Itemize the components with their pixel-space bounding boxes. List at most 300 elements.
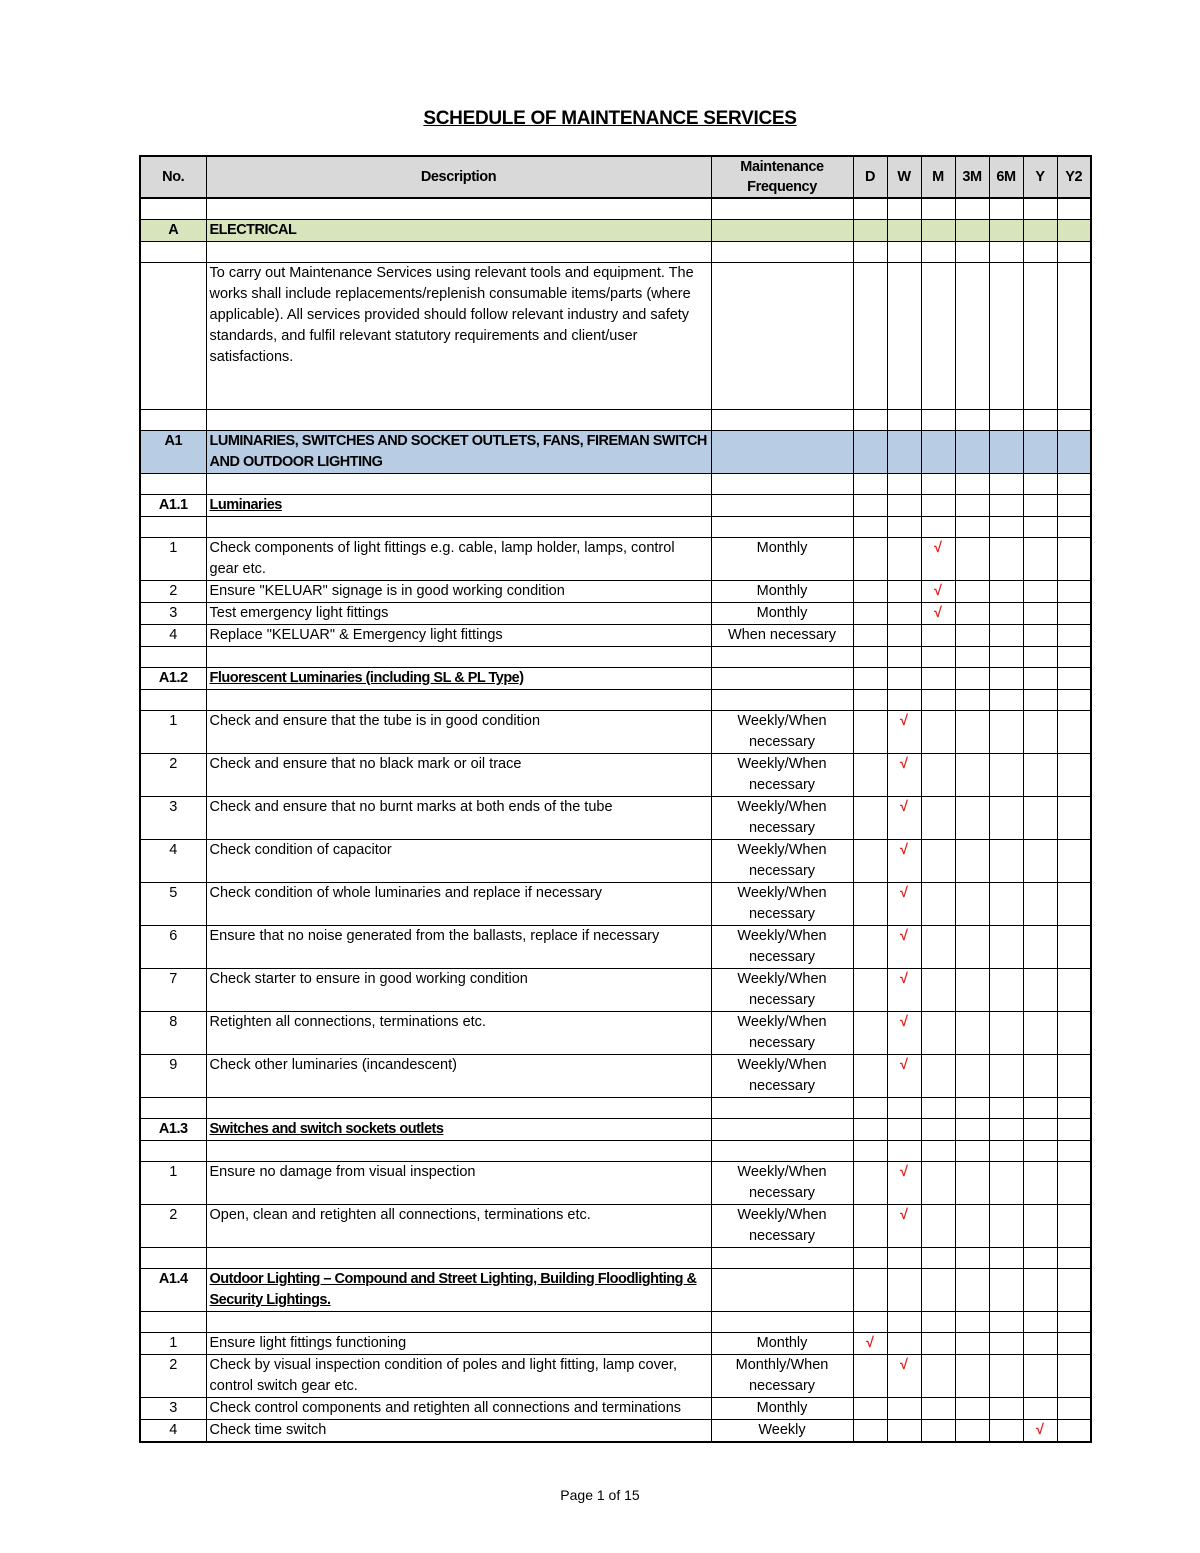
check-cell-d <box>853 926 887 969</box>
check-cell-m3 <box>955 263 989 410</box>
row-number: 7 <box>140 969 206 1012</box>
check-cell-w <box>887 263 921 410</box>
check-cell-d <box>853 711 887 754</box>
row-description <box>206 1098 711 1119</box>
row-description: Check by visual inspection condition of poles and light fitting, lamp cover, control switch gear etc. <box>206 1355 711 1398</box>
check-cell-d <box>853 538 887 581</box>
check-cell-m3 <box>955 1312 989 1333</box>
row-number <box>140 1141 206 1162</box>
table-row <box>140 711 1091 754</box>
check-cell-m6 <box>989 668 1023 690</box>
check-cell-m <box>921 711 955 754</box>
row-frequency <box>711 1312 853 1333</box>
row-frequency: Monthly <box>711 1333 853 1355</box>
check-cell-y <box>1023 517 1057 538</box>
check-cell-m <box>921 220 955 242</box>
check-cell-m6 <box>989 431 1023 474</box>
check-cell-m <box>921 242 955 263</box>
row-description <box>206 1248 711 1269</box>
table-row <box>140 1398 1091 1420</box>
check-cell-y2 <box>1057 1355 1091 1398</box>
row-number: 4 <box>140 625 206 647</box>
check-cell-m <box>921 1141 955 1162</box>
row-frequency <box>711 474 853 495</box>
check-cell-w <box>887 754 921 797</box>
subsection-row <box>140 668 1091 690</box>
check-cell-y2 <box>1057 690 1091 711</box>
check-mark-icon: √ <box>900 842 908 858</box>
row-frequency <box>711 690 853 711</box>
page-footer: Page 1 of 15 <box>560 1487 640 1503</box>
check-cell-m <box>921 517 955 538</box>
check-cell-m <box>921 840 955 883</box>
check-cell-m3 <box>955 603 989 625</box>
check-cell-y2 <box>1057 431 1091 474</box>
check-mark-icon: √ <box>900 885 908 901</box>
row-frequency: Monthly <box>711 603 853 625</box>
row-frequency <box>711 495 853 517</box>
check-cell-m3 <box>955 797 989 840</box>
check-cell-d <box>853 495 887 517</box>
row-number <box>140 1312 206 1333</box>
check-cell-m6 <box>989 263 1023 410</box>
check-cell-w <box>887 969 921 1012</box>
check-cell-y2 <box>1057 1162 1091 1205</box>
check-cell-m <box>921 538 955 581</box>
blank-row <box>140 410 1091 431</box>
check-cell-m <box>921 1333 955 1355</box>
check-cell-m6 <box>989 1098 1023 1119</box>
header-d: D <box>853 156 887 198</box>
check-cell-y <box>1023 538 1057 581</box>
check-cell-m6 <box>989 1119 1023 1141</box>
check-cell-y <box>1023 1205 1057 1248</box>
blank-row <box>140 1141 1091 1162</box>
check-cell-y2 <box>1057 883 1091 926</box>
check-cell-d <box>853 1162 887 1205</box>
row-number <box>140 242 206 263</box>
check-cell-d <box>853 883 887 926</box>
check-cell-d <box>853 1098 887 1119</box>
header-6m: 6M <box>989 156 1023 198</box>
check-cell-y2 <box>1057 1333 1091 1355</box>
row-description: Check and ensure that no burnt marks at both ends of the tube <box>206 797 711 840</box>
check-cell-d <box>853 625 887 647</box>
check-cell-m <box>921 431 955 474</box>
row-description <box>206 495 711 517</box>
check-cell-m <box>921 647 955 668</box>
check-cell-m3 <box>955 538 989 581</box>
check-cell-y <box>1023 926 1057 969</box>
row-description: Test emergency light fittings <box>206 603 711 625</box>
row-number: 3 <box>140 1398 206 1420</box>
check-cell-w <box>887 1420 921 1443</box>
check-cell-w <box>887 1119 921 1141</box>
check-cell-m <box>921 797 955 840</box>
check-cell-m6 <box>989 1012 1023 1055</box>
table-row <box>140 926 1091 969</box>
check-cell-y <box>1023 1098 1057 1119</box>
check-mark-icon: √ <box>934 583 942 599</box>
check-cell-y <box>1023 711 1057 754</box>
check-cell-m <box>921 883 955 926</box>
check-cell-m6 <box>989 538 1023 581</box>
row-number <box>140 517 206 538</box>
row-frequency <box>711 198 853 220</box>
check-cell-w <box>887 840 921 883</box>
check-cell-y2 <box>1057 538 1091 581</box>
row-number: A1.3 <box>140 1119 206 1141</box>
check-cell-y2 <box>1057 797 1091 840</box>
check-mark-icon: √ <box>866 1335 874 1351</box>
check-cell-m <box>921 1269 955 1312</box>
check-cell-m <box>921 1162 955 1205</box>
check-mark-icon: √ <box>900 928 908 944</box>
check-cell-m6 <box>989 1398 1023 1420</box>
row-number <box>140 690 206 711</box>
check-cell-d <box>853 668 887 690</box>
row-description: LUMINARIES, SWITCHES AND SOCKET OUTLETS, FANS, FIREMAN SWITCH AND OUTDOOR LIGHTING <box>206 431 711 474</box>
check-cell-y2 <box>1057 1205 1091 1248</box>
check-cell-w <box>887 690 921 711</box>
check-mark-icon: √ <box>900 713 908 729</box>
check-cell-m6 <box>989 754 1023 797</box>
row-frequency <box>711 431 853 474</box>
check-cell-m6 <box>989 690 1023 711</box>
check-cell-m3 <box>955 1205 989 1248</box>
row-frequency: Weekly/When necessary <box>711 1162 853 1205</box>
row-description: Ensure no damage from visual inspection <box>206 1162 711 1205</box>
check-cell-y <box>1023 1333 1057 1355</box>
check-cell-w <box>887 603 921 625</box>
check-cell-m3 <box>955 625 989 647</box>
check-cell-y <box>1023 474 1057 495</box>
check-cell-m3 <box>955 1141 989 1162</box>
check-cell-y <box>1023 1055 1057 1098</box>
row-frequency: Monthly <box>711 538 853 581</box>
check-cell-d <box>853 220 887 242</box>
scope-note-row <box>140 263 1091 410</box>
row-description: Check control components and retighten all connections and terminations <box>206 1398 711 1420</box>
row-description <box>206 242 711 263</box>
check-cell-w <box>887 517 921 538</box>
check-cell-d <box>853 603 887 625</box>
table-row <box>140 1333 1091 1355</box>
check-cell-m <box>921 754 955 797</box>
blank-row <box>140 1312 1091 1333</box>
row-description <box>206 198 711 220</box>
header-m: M <box>921 156 955 198</box>
check-cell-y <box>1023 668 1057 690</box>
check-cell-m6 <box>989 1355 1023 1398</box>
check-cell-d <box>853 410 887 431</box>
check-cell-m3 <box>955 1098 989 1119</box>
row-description <box>206 690 711 711</box>
check-cell-y2 <box>1057 668 1091 690</box>
check-cell-m6 <box>989 517 1023 538</box>
check-cell-w <box>887 1141 921 1162</box>
check-cell-w <box>887 474 921 495</box>
check-cell-y2 <box>1057 1012 1091 1055</box>
row-frequency: Weekly/When necessary <box>711 1055 853 1098</box>
row-frequency: Weekly/When necessary <box>711 1205 853 1248</box>
row-frequency <box>711 410 853 431</box>
row-frequency: Weekly <box>711 1420 853 1443</box>
table-row <box>140 1420 1091 1443</box>
check-mark-icon: √ <box>900 756 908 772</box>
row-frequency: Weekly/When necessary <box>711 797 853 840</box>
row-frequency: Weekly/When necessary <box>711 969 853 1012</box>
check-cell-m6 <box>989 647 1023 668</box>
subsection-row <box>140 1269 1091 1312</box>
check-mark-icon: √ <box>900 799 908 815</box>
header-y2: Y2 <box>1057 156 1091 198</box>
row-frequency <box>711 1141 853 1162</box>
row-number: 6 <box>140 926 206 969</box>
check-cell-y <box>1023 242 1057 263</box>
check-cell-m6 <box>989 198 1023 220</box>
check-cell-m6 <box>989 603 1023 625</box>
check-cell-d <box>853 754 887 797</box>
check-cell-m <box>921 1055 955 1098</box>
header-no: No. <box>140 156 206 198</box>
check-cell-y2 <box>1057 647 1091 668</box>
row-description: Check components of light fittings e.g. cable, lamp holder, lamps, control gear etc. <box>206 538 711 581</box>
check-cell-m6 <box>989 1141 1023 1162</box>
check-cell-m3 <box>955 198 989 220</box>
row-number <box>140 647 206 668</box>
check-cell-y2 <box>1057 1055 1091 1098</box>
row-description: Check and ensure that the tube is in good condition <box>206 711 711 754</box>
check-cell-m3 <box>955 410 989 431</box>
check-cell-y2 <box>1057 410 1091 431</box>
row-frequency <box>711 1119 853 1141</box>
header-3m: 3M <box>955 156 989 198</box>
check-cell-y2 <box>1057 495 1091 517</box>
row-frequency: Monthly <box>711 1398 853 1420</box>
blank-row <box>140 690 1091 711</box>
row-number: 2 <box>140 1205 206 1248</box>
check-cell-m <box>921 1205 955 1248</box>
table-body <box>140 198 1091 1442</box>
row-description <box>206 410 711 431</box>
check-cell-y <box>1023 1119 1057 1141</box>
check-cell-m <box>921 1119 955 1141</box>
check-cell-m3 <box>955 926 989 969</box>
check-cell-m3 <box>955 517 989 538</box>
check-cell-d <box>853 474 887 495</box>
row-number <box>140 1098 206 1119</box>
blank-row <box>140 647 1091 668</box>
check-cell-m3 <box>955 495 989 517</box>
blank-row <box>140 517 1091 538</box>
check-cell-m3 <box>955 1162 989 1205</box>
row-frequency <box>711 647 853 668</box>
check-cell-y <box>1023 690 1057 711</box>
check-cell-d <box>853 431 887 474</box>
check-cell-w <box>887 1248 921 1269</box>
check-cell-w <box>887 198 921 220</box>
check-cell-m <box>921 1248 955 1269</box>
check-cell-y2 <box>1057 474 1091 495</box>
row-number: A1.1 <box>140 495 206 517</box>
row-description: Open, clean and retighten all connections, terminations etc. <box>206 1205 711 1248</box>
check-cell-m3 <box>955 647 989 668</box>
blank-row <box>140 242 1091 263</box>
check-cell-y <box>1023 495 1057 517</box>
section-row <box>140 431 1091 474</box>
check-cell-d <box>853 1141 887 1162</box>
check-cell-y <box>1023 1248 1057 1269</box>
check-cell-d <box>853 1119 887 1141</box>
check-cell-y <box>1023 431 1057 474</box>
check-cell-m6 <box>989 883 1023 926</box>
table-row <box>140 603 1091 625</box>
check-cell-w <box>887 431 921 474</box>
subsection-title: Outdoor Lighting – Compound and Street Lighting, Building Floodlighting & Security Lightings. <box>209 1271 697 1308</box>
check-cell-d <box>853 198 887 220</box>
check-cell-m <box>921 668 955 690</box>
check-cell-w <box>887 242 921 263</box>
check-cell-d <box>853 1312 887 1333</box>
check-cell-w <box>887 797 921 840</box>
check-cell-m3 <box>955 711 989 754</box>
blank-row <box>140 1248 1091 1269</box>
check-cell-m3 <box>955 840 989 883</box>
row-description <box>206 474 711 495</box>
check-cell-y2 <box>1057 242 1091 263</box>
check-cell-m6 <box>989 1055 1023 1098</box>
check-cell-d <box>853 263 887 410</box>
check-cell-w <box>887 1398 921 1420</box>
row-frequency <box>711 242 853 263</box>
row-frequency <box>711 1269 853 1312</box>
check-cell-w <box>887 1012 921 1055</box>
row-number: 4 <box>140 1420 206 1443</box>
check-cell-w <box>887 711 921 754</box>
check-cell-m <box>921 603 955 625</box>
check-cell-m6 <box>989 625 1023 647</box>
check-cell-m3 <box>955 220 989 242</box>
check-cell-m3 <box>955 668 989 690</box>
check-cell-m <box>921 690 955 711</box>
check-cell-y <box>1023 603 1057 625</box>
check-cell-w <box>887 625 921 647</box>
table-row <box>140 797 1091 840</box>
check-cell-w <box>887 220 921 242</box>
blank-row <box>140 1098 1091 1119</box>
row-frequency <box>711 1248 853 1269</box>
check-cell-w <box>887 883 921 926</box>
subsection-title: Luminaries <box>209 497 282 513</box>
row-description: Check starter to ensure in good working condition <box>206 969 711 1012</box>
check-cell-y <box>1023 647 1057 668</box>
row-frequency: Weekly/When necessary <box>711 1012 853 1055</box>
check-cell-d <box>853 1420 887 1443</box>
check-cell-y <box>1023 1162 1057 1205</box>
check-cell-y <box>1023 840 1057 883</box>
check-cell-w <box>887 1098 921 1119</box>
check-cell-w <box>887 1312 921 1333</box>
check-cell-m6 <box>989 1162 1023 1205</box>
row-frequency: Monthly/When necessary <box>711 1355 853 1398</box>
row-number: 2 <box>140 754 206 797</box>
row-number: 2 <box>140 1355 206 1398</box>
check-cell-d <box>853 242 887 263</box>
row-description: Check other luminaries (incandescent) <box>206 1055 711 1098</box>
check-cell-y2 <box>1057 1312 1091 1333</box>
check-cell-w <box>887 1205 921 1248</box>
check-cell-y <box>1023 797 1057 840</box>
check-cell-m <box>921 1420 955 1443</box>
check-cell-d <box>853 1205 887 1248</box>
check-cell-w <box>887 1055 921 1098</box>
check-cell-m <box>921 1355 955 1398</box>
table-row <box>140 625 1091 647</box>
subsection-row <box>140 1119 1091 1141</box>
row-number: 3 <box>140 797 206 840</box>
check-cell-m3 <box>955 431 989 474</box>
check-cell-m3 <box>955 1398 989 1420</box>
check-mark-icon: √ <box>900 1164 908 1180</box>
check-cell-m3 <box>955 969 989 1012</box>
check-cell-d <box>853 1398 887 1420</box>
check-cell-m3 <box>955 1119 989 1141</box>
check-cell-m <box>921 1312 955 1333</box>
check-cell-m <box>921 495 955 517</box>
check-cell-y <box>1023 220 1057 242</box>
check-cell-m <box>921 474 955 495</box>
row-number: A1 <box>140 431 206 474</box>
check-cell-m <box>921 198 955 220</box>
check-cell-d <box>853 797 887 840</box>
check-cell-y2 <box>1057 1420 1091 1443</box>
check-cell-m6 <box>989 474 1023 495</box>
blank-row <box>140 474 1091 495</box>
check-cell-d <box>853 1012 887 1055</box>
check-cell-m6 <box>989 495 1023 517</box>
check-cell-y <box>1023 1355 1057 1398</box>
check-cell-d <box>853 1333 887 1355</box>
check-cell-y2 <box>1057 1248 1091 1269</box>
blank-row <box>140 198 1091 220</box>
check-cell-w <box>887 495 921 517</box>
table-row <box>140 1012 1091 1055</box>
check-cell-m3 <box>955 1055 989 1098</box>
subsection-title: Fluorescent Luminaries (including SL & PL Type) <box>209 670 524 686</box>
header-y: Y <box>1023 156 1057 198</box>
check-cell-m3 <box>955 242 989 263</box>
row-description: Check and ensure that no black mark or oil trace <box>206 754 711 797</box>
row-description: ELECTRICAL <box>206 220 711 242</box>
check-cell-y <box>1023 198 1057 220</box>
check-cell-y2 <box>1057 969 1091 1012</box>
row-frequency <box>711 517 853 538</box>
check-cell-m <box>921 1012 955 1055</box>
check-cell-m6 <box>989 1205 1023 1248</box>
row-frequency: When necessary <box>711 625 853 647</box>
row-description <box>206 647 711 668</box>
check-cell-m3 <box>955 1420 989 1443</box>
check-cell-d <box>853 690 887 711</box>
check-cell-w <box>887 1162 921 1205</box>
check-cell-m <box>921 926 955 969</box>
check-cell-m6 <box>989 220 1023 242</box>
maintenance-schedule-table <box>139 155 1092 1443</box>
row-number: A <box>140 220 206 242</box>
check-cell-w <box>887 538 921 581</box>
row-frequency <box>711 668 853 690</box>
